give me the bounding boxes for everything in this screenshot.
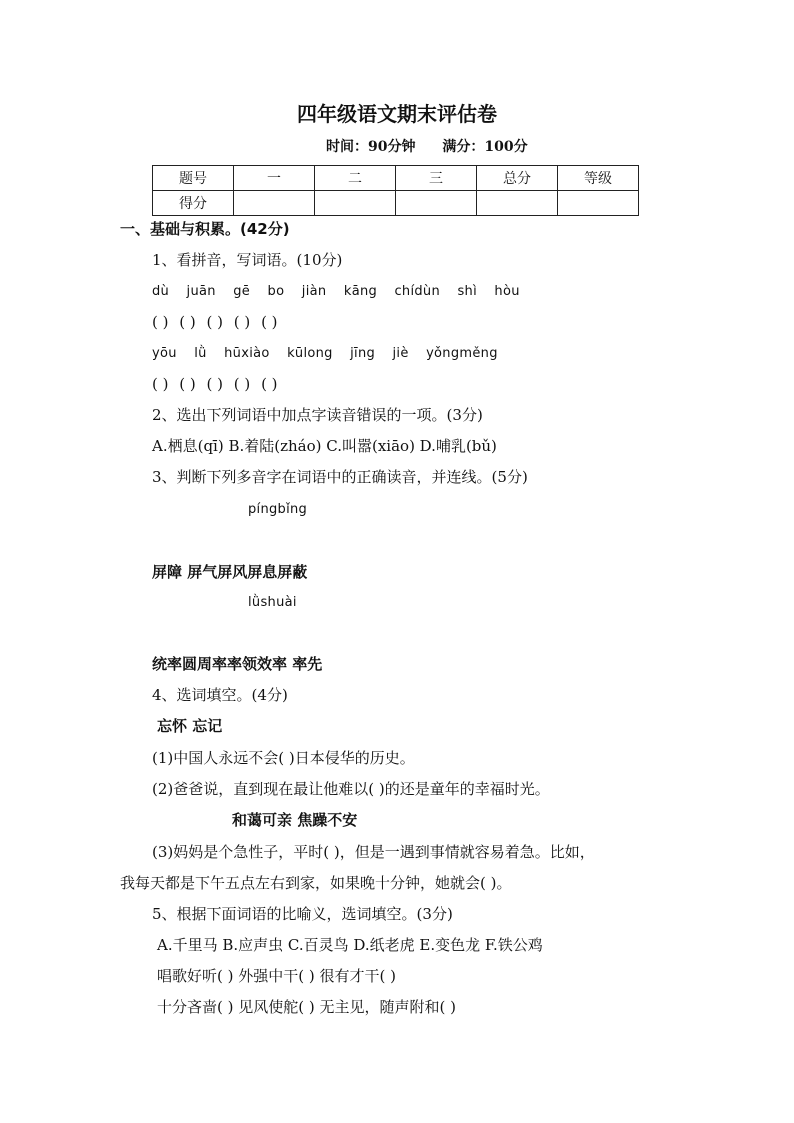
answer-blank[interactable]: ( ) [206,375,224,393]
score-header-cell: 等级 [558,166,639,191]
q1-pinyin-row-2 [152,344,511,364]
section-heading: 一、基础与积累。(42分) [120,220,290,238]
pinyin-syllable: bo [267,284,285,299]
q3-words-1: 屏障 屏气屏风屏息屏蔽 [152,563,308,581]
score-cell[interactable] [396,191,477,216]
answer-blank[interactable]: ( ) [206,313,224,331]
exam-full-score: 满分：100分 [442,139,528,155]
pinyin-syllable: hūxiào [224,346,270,361]
score-table-score-row [153,191,639,216]
answer-blank[interactable]: ( ) [233,313,251,331]
pinyin-syllable: jīng [350,346,376,361]
answer-blank[interactable]: ( ) [152,313,169,331]
answer-blank[interactable]: ( ) [152,375,169,393]
q1-pinyin-row-1 [152,282,533,302]
pinyin-syllable: yǒngměng [426,346,498,361]
pinyin-syllable: gē [233,284,251,299]
q4-sentence-3b: 我每天都是下午五点左右到家，如果晚十分钟，她就会( )。 [120,874,512,892]
q2-options: A.栖息(qī) B.着陆(zháo) C.叫嚣(xiāo) D.哺乳(bǔ) [152,437,497,455]
q4-sentence-1: (1)中国人永远不会( )日本侵华的历史。 [152,749,415,767]
q1-prompt: 1、看拼音，写词语。(10分) [152,251,343,269]
q2-prompt: 2、选出下列词语中加点字读音错误的一项。(3分) [152,406,483,424]
q4-choices-1: 忘怀 忘记 [157,717,223,735]
score-header-cell: 总分 [477,166,558,191]
q3-prompt: 3、判断下列多音字在词语中的正确读音，并连线。(5分) [152,468,528,486]
answer-blank[interactable]: ( ) [179,375,196,393]
pinyin-syllable: yōu [152,346,177,361]
q3-pinyin-2: lǜshuài [248,595,297,610]
answer-blank[interactable]: ( ) [261,313,278,331]
score-cell[interactable] [234,191,315,216]
pinyin-syllable: dù [152,284,170,299]
q1-blank-row-1 [152,312,284,332]
pinyin-syllable: kūlong [287,346,333,361]
score-table [152,165,639,216]
q4-sentence-2: (2)爸爸说，直到现在最让他难以( )的还是童年的幸福时光。 [152,780,550,798]
score-cell[interactable] [558,191,639,216]
q3-pinyin-1: píngbǐng [248,502,308,517]
answer-blank[interactable]: ( ) [179,313,196,331]
score-table-header-row [153,166,639,191]
exam-meta [326,136,550,156]
score-header-cell: 二 [315,166,396,191]
score-row-label: 得分 [153,191,234,216]
pinyin-syllable: shì [457,284,477,299]
score-header-cell: 三 [396,166,477,191]
exam-title: 四年级语文期末评估卷 [297,102,497,126]
pinyin-syllable: hòu [494,284,520,299]
exam-time: 时间：90分钟 [326,139,416,155]
pinyin-syllable: lǜ [194,346,207,361]
q1-blank-row-2 [152,374,284,394]
score-header-cell: 题号 [153,166,234,191]
q5-options: A.千里马 B.应声虫 C.百灵鸟 D.纸老虎 E.变色龙 F.铁公鸡 [157,936,543,954]
q5-row-2: 十分吝啬( ) 见风使舵( ) 无主见，随声附和( ) [157,998,456,1016]
pinyin-syllable: jiè [392,346,409,361]
q4-prompt: 4、选词填空。(4分) [152,686,288,704]
pinyin-syllable: jiàn [301,284,327,299]
pinyin-syllable: kāng [343,284,378,299]
q4-choices-2: 和蔼可亲 焦躁不安 [232,811,358,829]
pinyin-syllable: chídùn [394,284,441,299]
pinyin-syllable: juān [186,284,216,299]
q4-sentence-3a: (3)妈妈是个急性子，平时( )，但是一遇到事情就容易着急。比如， [152,843,595,861]
answer-blank[interactable]: ( ) [261,375,278,393]
q3-words-2: 统率圆周率率领效率 率先 [152,655,323,673]
q5-row-1: 唱歌好听( ) 外强中干( ) 很有才干( ) [157,967,396,985]
score-cell[interactable] [315,191,396,216]
score-cell[interactable] [477,191,558,216]
q5-prompt: 5、根据下面词语的比喻义，选词填空。(3分) [152,905,453,923]
score-header-cell: 一 [234,166,315,191]
answer-blank[interactable]: ( ) [233,375,251,393]
